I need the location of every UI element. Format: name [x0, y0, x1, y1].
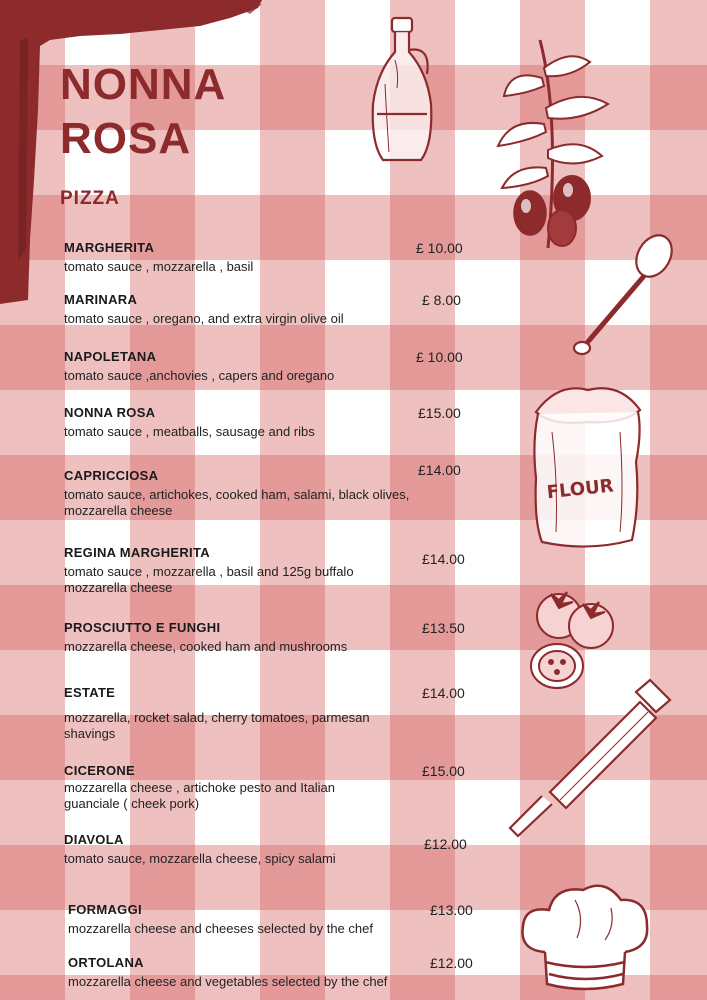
item-name: PROSCIUTTO E FUNGHI	[64, 620, 221, 635]
section-title: PIZZA	[60, 188, 120, 209]
menu-item-marinara	[64, 292, 484, 327]
item-description: tomato sauce , mozzarella , basil	[64, 259, 254, 274]
menu-item-formaggi	[68, 902, 488, 937]
item-name: REGINA MARGHERITA	[64, 545, 210, 560]
item-name: NAPOLETANA	[64, 349, 157, 364]
title-line-1: NONNA	[60, 60, 227, 109]
item-description: mozzarella cheese , artichoke pesto and Italian guanciale ( cheek pork)	[64, 780, 335, 811]
menu-item-diavola	[64, 832, 484, 867]
chef-hat-icon	[515, 878, 655, 1000]
item-name: CICERONE	[64, 763, 136, 778]
item-price: £12.00	[424, 836, 467, 852]
menu-item-capricciosa	[64, 462, 484, 519]
item-description: mozzarella, rocket salad, cherry tomatoes, parmesan shavings	[64, 710, 370, 741]
item-name: ESTATE	[64, 685, 116, 700]
menu-item-estate	[64, 685, 484, 742]
item-description: mozzarella cheese and cheeses selected by the chef	[68, 921, 373, 936]
item-description: tomato sauce, artichokes, cooked ham, salami, black olives, mozzarella cheese	[64, 487, 410, 518]
olive-oil-bottle-icon	[365, 14, 440, 166]
item-price: £14.00	[422, 551, 465, 567]
item-price: £14.00	[418, 462, 461, 478]
item-description: tomato sauce ,anchovies , capers and oregano	[64, 368, 335, 383]
menu-item-regina-margherita	[64, 545, 484, 596]
item-price: £ 10.00	[416, 349, 463, 365]
menu-item-napoletana	[64, 349, 484, 384]
olive-branch-icon	[490, 38, 630, 258]
item-name: MARINARA	[64, 292, 138, 307]
title-line-2: ROSA	[60, 114, 192, 163]
menu-item-cicerone	[64, 763, 484, 812]
item-description: mozzarella cheese, cooked ham and mushrooms	[64, 639, 348, 654]
item-price: £15.00	[422, 763, 465, 779]
spoon-icon	[568, 232, 678, 362]
item-price: £13.00	[430, 902, 473, 918]
rolling-pin-icon	[500, 672, 680, 842]
item-name: ORTOLANA	[68, 955, 144, 970]
item-name: FORMAGGI	[68, 902, 142, 917]
menu-item-nonna-rosa	[64, 405, 484, 440]
item-price: £14.00	[422, 685, 465, 701]
item-description: tomato sauce , oregano, and extra virgin olive oil	[64, 311, 344, 326]
item-price: £15.00	[418, 405, 461, 421]
item-price: £ 10.00	[416, 240, 463, 256]
item-name: NONNA ROSA	[64, 405, 156, 420]
flour-label: FLOUR	[545, 475, 615, 504]
item-name: MARGHERITA	[64, 240, 155, 255]
item-price: £13.50	[422, 620, 465, 636]
menu-item-prosciutto-e-funghi	[64, 620, 484, 655]
item-name: CAPRICCIOSA	[64, 468, 159, 483]
item-description: mozzarella cheese and vegetables selected by the chef	[68, 974, 388, 989]
restaurant-title	[60, 58, 226, 166]
menu-item-margherita	[64, 240, 484, 275]
item-description: tomato sauce , meatballs, sausage and ribs	[64, 424, 315, 439]
item-description: tomato sauce , mozzarella , basil and 125g buffalo mozzarella cheese	[64, 564, 354, 595]
item-price: £12.00	[430, 955, 473, 971]
item-description: tomato sauce, mozzarella cheese, spicy salami	[64, 851, 336, 866]
flour-bag-icon	[528, 382, 648, 552]
menu-item-ortolana	[68, 955, 488, 990]
item-name: DIAVOLA	[64, 832, 124, 847]
item-price: £ 8.00	[422, 292, 461, 308]
